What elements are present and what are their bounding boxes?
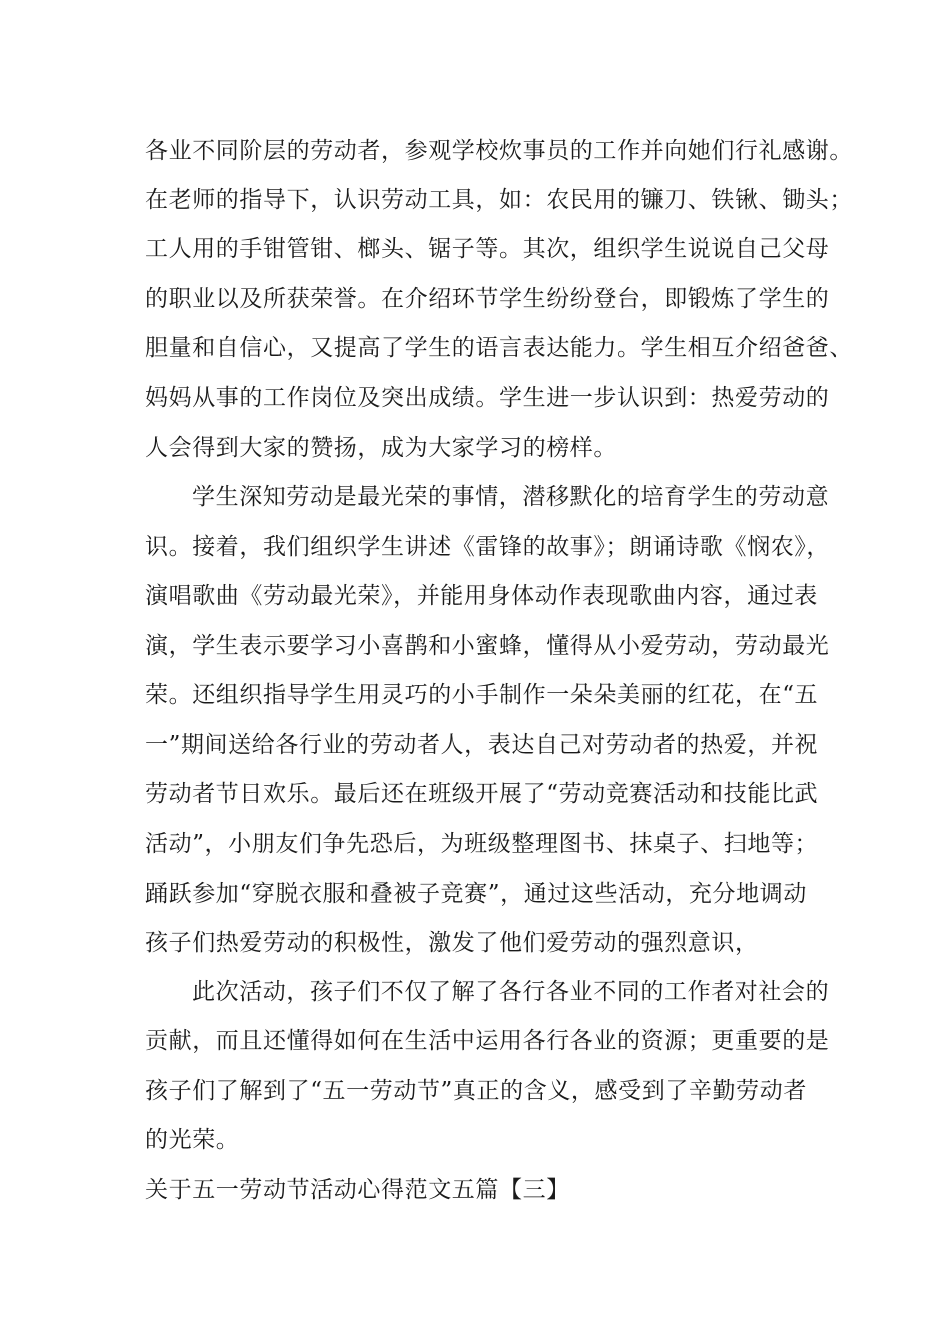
paragraph-line: 活动”，小朋友们争先恐后，为班级整理图书、抹桌子、扫地等； [145, 831, 819, 857]
paragraph-first-line: 学生深知劳动是最光荣的事情，潜移默化的培育学生的劳动意 [192, 484, 830, 510]
paragraph-line: 工人用的手钳管钳、榔头、锯子等。其次，组织学生说说自己父母 [145, 236, 830, 262]
paragraph-line: 各业不同阶层的劳动者，参观学校炊事员的工作并向她们行礼感谢。 [145, 138, 853, 164]
paragraph-line: 识。接着，我们组织学生讲述《雷锋的故事》；朗诵诗歌《悯农》， [145, 534, 830, 560]
paragraph-line: 的光荣。 [145, 1127, 240, 1153]
paragraph-line: 在老师的指导下，认识劳动工具，如：农民用的镰刀、铁锹、锄头； [145, 187, 853, 213]
paragraph-line: 人会得到大家的赞扬，成为大家学习的榜样。 [145, 435, 617, 461]
paragraph-line: 荣。还组织指导学生用灵巧的小手制作一朵朵美丽的红花，在“五 [145, 682, 819, 708]
paragraph-line: 劳动者节日欢乐。最后还在班级开展了“劳动竞赛活动和技能比武 [145, 781, 819, 807]
paragraph-line: 踊跃参加“穿脱衣服和叠被子竞赛”，通过这些活动，充分地调动 [145, 881, 807, 907]
paragraph-line: 演唱歌曲《劳动最光荣》，并能用身体动作表现歌曲内容，通过表 [145, 583, 818, 609]
paragraph-first-line: 此次活动，孩子们不仅了解了各行各业不同的工作者对社会的 [192, 979, 830, 1005]
paragraph-line: 孩子们了解到了“五一劳动节”真正的含义，感受到了辛勤劳动者 [145, 1078, 807, 1104]
paragraph-line: 妈妈从事的工作岗位及突出成绩。学生进一步认识到：热爱劳动的 [145, 385, 830, 411]
paragraph-line: 一”期间送给各行业的劳动者人，表达自己对劳动者的热爱，并祝 [145, 732, 819, 758]
paragraph-line: 演，学生表示要学习小喜鹊和小蜜蜂，懂得从小爱劳动，劳动最光 [145, 633, 830, 659]
paragraph-line: 胆量和自信心，又提高了学生的语言表达能力。学生相互介绍爸爸、 [145, 335, 853, 361]
paragraph-line: 的职业以及所获荣誉。在介绍环节学生纷纷登台，即锻炼了学生的 [145, 286, 830, 312]
paragraph-line: 孩子们热爱劳动的积极性，激发了他们爱劳动的强烈意识， [145, 930, 759, 956]
section-heading: 关于五一劳动节活动心得范文五篇【三】 [145, 1177, 570, 1203]
paragraph-line: 贡献，而且还懂得如何在生活中运用各行各业的资源；更重要的是 [145, 1028, 830, 1054]
